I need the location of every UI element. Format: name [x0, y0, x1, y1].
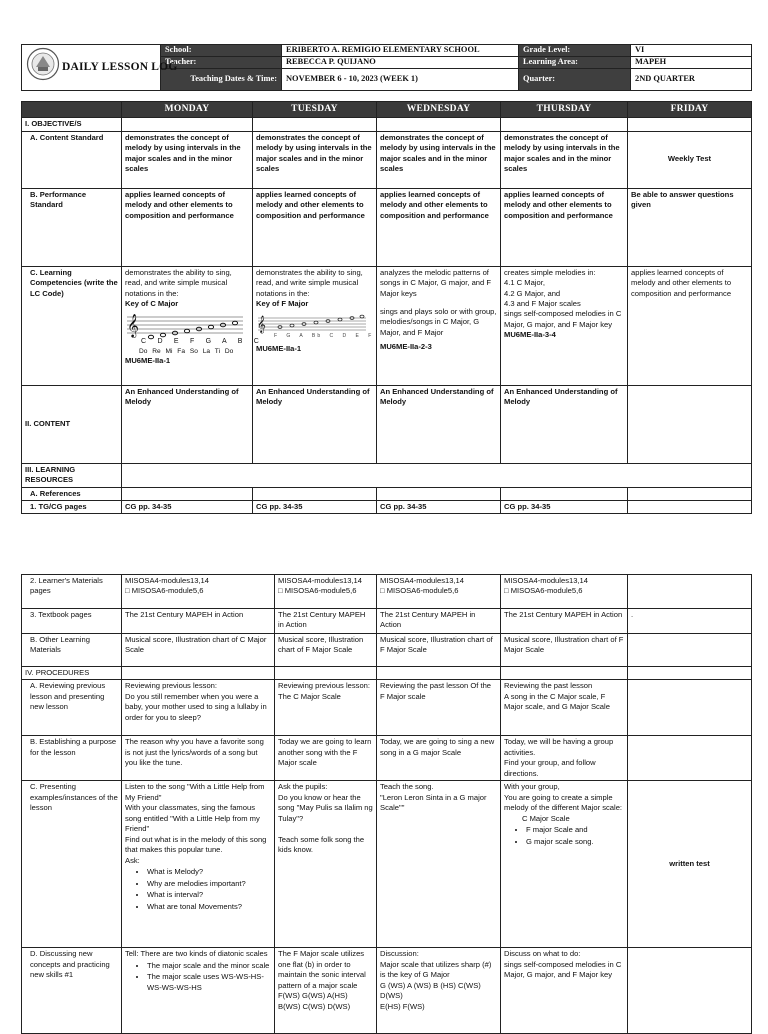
textbook-wednesday: The 21st Century MAPEH in Action [377, 609, 501, 634]
note-letters: F G A Bb C D E F [274, 333, 374, 340]
competency-text: demonstrates the ability to sing, read, and write simple musical notations in the: [125, 267, 232, 298]
other-materials-wednesday: Musical score, Illustration chart of F Major Scale [377, 634, 501, 667]
header-table [21, 44, 752, 91]
other-materials-monday: Musical score, Illustration chart of C Major Scale [122, 634, 275, 667]
day-header-tuesday: TUESDAY [253, 102, 377, 118]
logo-title-cell [22, 45, 178, 91]
content-standard-friday: Weekly Test [628, 131, 752, 188]
presenting-text: With your group, You are going to create a simple melody of the different Major scale: [504, 782, 623, 813]
references-label: A. References [22, 487, 122, 500]
lesson-table-part1 [21, 101, 752, 514]
learner-line: □ MISOSA6-module5,6 [125, 586, 204, 596]
solfege-syllables: Do Re Mi Fa So La Ti Do [139, 348, 234, 356]
competency-text-2: sings and plays solo or with group, melodies/songs in C Major, G Major, and F Major [380, 306, 497, 337]
content-wednesday: An Enhanced Understanding of Melody [377, 385, 501, 463]
performance-standard-tuesday: applies learned concepts of melody and other elements to composition and performance [253, 188, 377, 266]
competency-item: 4.3 and F Major scales [504, 298, 581, 308]
learner-line: MISOSA4-modules13,14 [380, 576, 464, 585]
competency-text: creates simple melodies in: [504, 267, 596, 277]
procedures-heading: IV. PROCEDURES [22, 667, 122, 680]
performance-standard-wednesday: applies learned concepts of melody and other elements to composition and performance [377, 188, 501, 266]
competency-text-2: sings self-composed melodies in C Major, G major, and F Major key [504, 309, 622, 329]
list-item: • The major scale and the minor scale [147, 961, 271, 971]
list-item: • The major scale uses WS-WS-HS-WS-WS-WS-HS [147, 972, 271, 993]
performance-standard-thursday: applies learned concepts of melody and other elements to composition and performance [501, 188, 628, 266]
textbook-tuesday: The 21st Century MAPEH in Action [275, 609, 377, 634]
deped-seal-icon [26, 47, 60, 81]
note-letters: C D E F G A B C [141, 338, 262, 346]
discussing-label: D. Discussing new concepts and practicing new skills #1 [22, 948, 122, 1034]
scale-item: C Major Scale [522, 813, 570, 823]
presenting-monday [122, 781, 275, 948]
learner-materials-wednesday [377, 575, 501, 609]
discussing-monday [122, 948, 275, 1034]
corner-cell [22, 102, 122, 118]
list-item: • What is Melody? [147, 867, 271, 877]
tg-pages-tuesday: CG pp. 34-35 [253, 500, 377, 513]
content-label: II. CONTENT [22, 385, 122, 463]
textbook-friday: . [628, 609, 752, 634]
competency-text: demonstrates the ability to sing, read, and write simple musical notations in the: [256, 267, 363, 298]
competencies-friday: applies learned concepts of melody and other elements to composition and performance [628, 266, 752, 385]
textbook-monday: The 21st Century MAPEH in Action [122, 609, 275, 634]
performance-standard-friday: Be able to answer questions given [628, 188, 752, 266]
tg-pages-label: 1. TG/CG pages [22, 500, 122, 513]
other-materials-label: B. Other Learning Materials [22, 634, 122, 667]
reviewing-label: A. Reviewing previous lesson and presenting new lesson [22, 680, 122, 736]
quarter-label: Quarter: [519, 69, 631, 91]
day-header-friday: FRIDAY [628, 102, 752, 118]
competencies-wednesday [377, 266, 501, 385]
dates-label: Teaching Dates & Time: [161, 69, 282, 91]
grade-value: VI [631, 45, 752, 57]
presenting-wednesday: Teach the song. "Leron Leron Sinta in a G major Scale"" [377, 781, 501, 948]
learner-line: MISOSA4-modules13,14 [504, 576, 588, 585]
content-standard-thursday: demonstrates the concept of melody by using intervals in the major scales and in the minor scales [501, 131, 628, 188]
list-item: • What are tonal Movements? [147, 902, 271, 912]
document-title: DAILY LESSON LOG [62, 61, 178, 73]
content-thursday: An Enhanced Understanding of Melody [501, 385, 628, 463]
resources-heading: III. LEARNING RESOURCES [22, 463, 122, 487]
tg-pages-friday [628, 500, 752, 513]
question-list [125, 867, 271, 912]
competencies-tuesday [253, 266, 377, 385]
learner-line: MISOSA4-modules13,14 [125, 576, 209, 585]
purpose-label: B. Establishing a purpose for the lesson [22, 736, 122, 781]
discussing-wednesday: Discussion: Major scale that utilizes sharp (#) is the key of G Major G (WS) A (WS) B (HS) C(WS) D(WS) E(HS) F(WS) [377, 948, 501, 1034]
lc-code: MU6ME-IIa-1 [256, 344, 302, 354]
reviewing-tuesday: Reviewing previous lesson: The C Major Scale [275, 680, 377, 736]
reviewing-thursday: Reviewing the past lesson A song in the C Major scale, F Major scale, and G Major Scale [501, 680, 628, 736]
quarter-value: 2ND QUARTER [631, 69, 752, 91]
purpose-thursday: Today, we will be having a group activities. Find your group, and follow directions. [501, 736, 628, 781]
learner-line: □ MISOSA6-module5,6 [278, 586, 357, 596]
performance-standard-label: B. Performance Standard [22, 188, 122, 266]
svg-text:𝄞: 𝄞 [257, 315, 266, 334]
content-friday [628, 385, 752, 463]
discussing-friday [628, 948, 752, 1034]
competencies-label: C. Learning Competencies (write the LC Code) [22, 266, 122, 385]
lc-code: MU6ME-IIa-3-4 [504, 330, 556, 340]
competency-text-1: analyzes the melodic patterns of songs in C Major, G major, and F Major keys [380, 267, 491, 298]
lc-code: MU6ME-IIa-1 [125, 356, 171, 366]
tg-pages-thursday: CG pp. 34-35 [501, 500, 628, 513]
competency-item: 4.2 G Major, and [504, 288, 561, 298]
day-header-thursday: THURSDAY [501, 102, 628, 118]
day-header-monday: MONDAY [122, 102, 253, 118]
discussing-text: Tell: There are two kinds of diatonic scales [125, 949, 268, 959]
day-header-wednesday: WEDNESDAY [377, 102, 501, 118]
reviewing-friday [628, 680, 752, 736]
area-label: Learning Area: [519, 57, 631, 69]
learner-materials-tuesday [275, 575, 377, 609]
learner-materials-monday [122, 575, 275, 609]
textbook-thursday: The 21st Century MAPEH in Action [501, 609, 628, 634]
content-tuesday: An Enhanced Understanding of Melody [253, 385, 377, 463]
tg-pages-wednesday: CG pp. 34-35 [377, 500, 501, 513]
list-item: • G major scale song. [526, 837, 624, 847]
reviewing-monday: Reviewing previous lesson: Do you still remember when you were a baby, your mother used to sing a lullaby in order for you to sleep? [122, 680, 275, 736]
purpose-monday: The reason why you have a favorite song is not just the lyrics/words of a song but you like the tune. [122, 736, 275, 781]
teacher-label: Teacher: [161, 57, 282, 69]
lc-code: MU6ME-IIa-2-3 [380, 342, 432, 352]
dates-value: NOVEMBER 6 - 10, 2023 (WEEK 1) [282, 69, 519, 91]
purpose-friday [628, 736, 752, 781]
list-item: • Why are melodies important? [147, 879, 271, 889]
learner-materials-friday [628, 575, 752, 609]
performance-standard-monday: applies learned concepts of melody and other elements to composition and performance [122, 188, 253, 266]
svg-text:𝄞: 𝄞 [127, 313, 139, 338]
key-label: Key of F Major [256, 298, 309, 308]
scale-kinds-list [125, 961, 271, 993]
content-standard-tuesday: demonstrates the concept of melody by using intervals in the major scales and in the minor scales [253, 131, 377, 188]
discussing-tuesday: The F Major scale utilizes one flat (b) in order to maintain the sonic interval pattern of a major scale F(WS) G(WS) A(HS) B(WS) C(WS) D(WS) [275, 948, 377, 1034]
content-standard-wednesday: demonstrates the concept of melody by using intervals in the major scales and in the minor scales [377, 131, 501, 188]
purpose-tuesday: Today we are going to learn another song with the F Major scale [275, 736, 377, 781]
content-standard-monday: demonstrates the concept of melody by using intervals in the major scales and in the minor scales [122, 131, 253, 188]
grade-label: Grade Level: [519, 45, 631, 57]
competency-item: 4.1 C Major, [504, 278, 545, 288]
school-value: ERIBERTO A. REMIGIO ELEMENTARY SCHOOL [282, 45, 519, 57]
textbook-label: 3. Textbook pages [22, 609, 122, 634]
learner-line: □ MISOSA6-module5,6 [380, 586, 459, 596]
reviewing-wednesday: Reviewing the past lesson Of the F Major scale [377, 680, 501, 736]
learner-line: □ MISOSA6-module5,6 [504, 586, 583, 596]
lesson-table-part2 [21, 574, 752, 1034]
objectives-heading: I. OBJECTIVE/S [22, 118, 122, 131]
list-item: • What is interval? [147, 890, 271, 900]
content-monday: An Enhanced Understanding of Melody [122, 385, 253, 463]
content-standard-label: A. Content Standard [22, 131, 122, 188]
presenting-thursday [501, 781, 628, 948]
competencies-thursday [501, 266, 628, 385]
presenting-text: Listen to the song "With a Little Help from My Friend" With your classmates, sing the famous song entitled "With a Little Help from my Friend" Find out what is in the melody of this song that makes this popular tune. Ask: [125, 782, 267, 865]
key-label: Key of C Major [125, 298, 179, 308]
area-value: MAPEH [631, 57, 752, 69]
discussing-thursday: Discuss on what to do: sings self-composed melodies in C Major, G major, and F Major key [501, 948, 628, 1034]
school-label: School: [161, 45, 282, 57]
other-materials-friday [628, 634, 752, 667]
learner-materials-label: 2. Learner's Materials pages [22, 575, 122, 609]
other-materials-tuesday: Musical score, Illustration chart of F Major Scale [275, 634, 377, 667]
c-major-staff-icon [125, 311, 245, 337]
other-materials-thursday: Musical score, Illustration chart of F Major Scale [501, 634, 628, 667]
list-item: • F major Scale and [526, 825, 624, 835]
presenting-tuesday: Ask the pupils: Do you know or hear the song "May Pulis sa Ilalim ng Tulay"? Teach some folk song the kids know. [275, 781, 377, 948]
purpose-wednesday: Today, we are going to sing a new song in a G major Scale [377, 736, 501, 781]
competencies-monday [122, 266, 262, 385]
teacher-value: REBECCA P. QUIJANO [282, 57, 519, 69]
learner-line: MISOSA4-modules13,14 [278, 576, 362, 585]
scale-list [504, 825, 624, 847]
tg-pages-monday: CG pp. 34-35 [122, 500, 253, 513]
presenting-label: C. Presenting examples/instances of the lesson [22, 781, 122, 948]
presenting-friday: written test [628, 781, 752, 948]
learner-materials-thursday [501, 575, 628, 609]
